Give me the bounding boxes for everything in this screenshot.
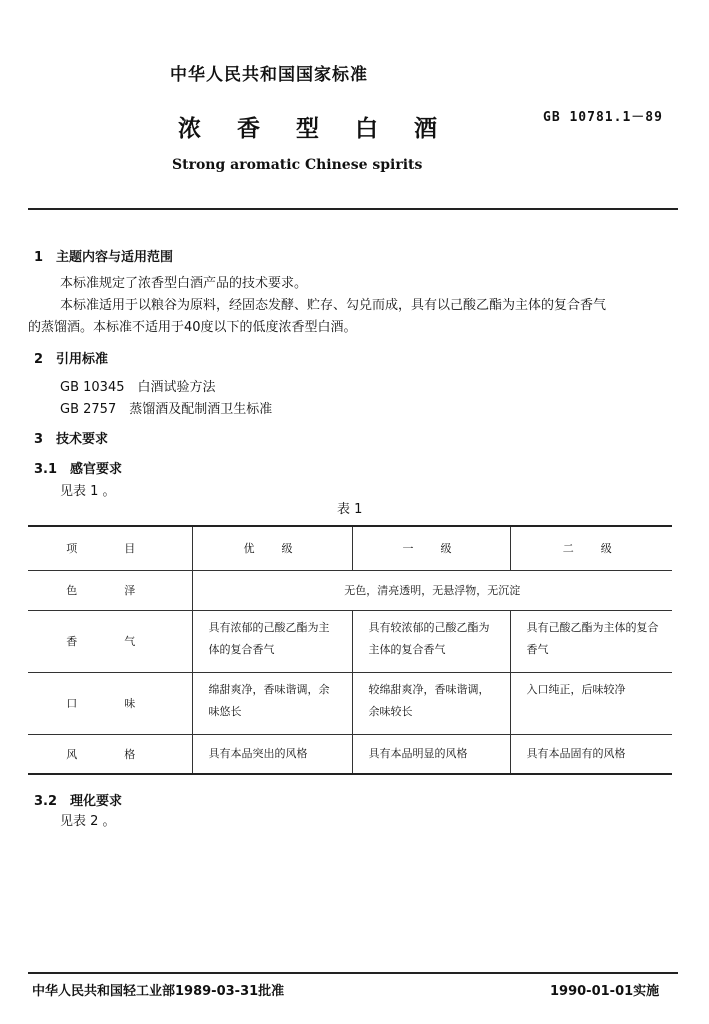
section-3-heading: 3 技术要求 xyxy=(34,432,109,447)
table-row xyxy=(28,672,672,734)
standard-number: GB 10781.1－89 xyxy=(543,110,663,125)
reference-item: GB 2757 蒸馏酒及配制酒卫生标准 xyxy=(60,402,273,417)
section-3-1-heading: 3.1 感官要求 xyxy=(34,462,123,477)
row-label-aroma: 香 气 xyxy=(28,610,192,672)
header-rule xyxy=(28,208,678,210)
row-label-color: 色 泽 xyxy=(28,570,192,610)
section-1-para-2-line-2: 的蒸馏酒。本标准不适用于40度以下的低度浓香型白酒。 xyxy=(28,320,357,335)
section-1-heading: 1 主题内容与适用范围 xyxy=(34,250,174,265)
taste-second: 入口纯正，后味较净 xyxy=(510,672,672,734)
aroma-excellent: 具有浓郁的己酸乙酯为主体的复合香气 xyxy=(192,610,352,672)
section-3-1-text: 见表 1 。 xyxy=(60,484,116,499)
section-1-para-2-line-1: 本标准适用于以粮谷为原料，经固态发酵、贮存、勾兑而成，具有以己酸乙酯为主体的复合香气 xyxy=(60,298,607,313)
section-3-2-heading: 3.2 理化要求 xyxy=(34,794,123,809)
header-grade-first: 一 级 xyxy=(352,526,510,570)
approval-statement: 中华人民共和国轻工业部1989-03-31批准 xyxy=(32,984,285,999)
style-excellent: 具有本品突出的风格 xyxy=(192,734,352,774)
table-row xyxy=(28,570,672,610)
taste-excellent: 绵甜爽净，香味谐调，余味悠长 xyxy=(192,672,352,734)
table-caption: 表 1 xyxy=(337,502,363,517)
style-second: 具有本品固有的风格 xyxy=(510,734,672,774)
section-1-para-1: 本标准规定了浓香型白酒产品的技术要求。 xyxy=(60,276,308,291)
issuing-organization: 中华人民共和国国家标准 xyxy=(170,65,368,85)
color-requirement: 无色，清亮透明，无悬浮物，无沉淀 xyxy=(192,570,672,610)
table-row xyxy=(28,610,672,672)
header-grade-second: 二 级 xyxy=(510,526,672,570)
style-first: 具有本品明显的风格 xyxy=(352,734,510,774)
row-label-taste: 口 味 xyxy=(28,672,192,734)
table-header-row xyxy=(28,526,672,570)
aroma-first: 具有较浓郁的己酸乙酯为主体的复合香气 xyxy=(352,610,510,672)
effective-date: 1990-01-01实施 xyxy=(550,984,660,999)
aroma-second: 具有己酸乙酯为主体的复合香气 xyxy=(510,610,672,672)
reference-item: GB 10345 白酒试验方法 xyxy=(60,380,216,395)
english-title: Strong aromatic Chinese spirits xyxy=(172,157,423,173)
table-row xyxy=(28,734,672,774)
footer-rule xyxy=(28,972,678,974)
header-item: 项 目 xyxy=(28,526,192,570)
header-grade-excellent: 优 级 xyxy=(192,526,352,570)
sensory-requirements-table xyxy=(28,525,672,775)
taste-first: 较绵甜爽净，香味谐调，余味较长 xyxy=(352,672,510,734)
row-label-style: 风 格 xyxy=(28,734,192,774)
section-3-2-text: 见表 2 。 xyxy=(60,814,116,829)
section-2-heading: 2 引用标准 xyxy=(34,352,109,367)
document-title: 浓 香 型 白 酒 xyxy=(178,116,452,142)
